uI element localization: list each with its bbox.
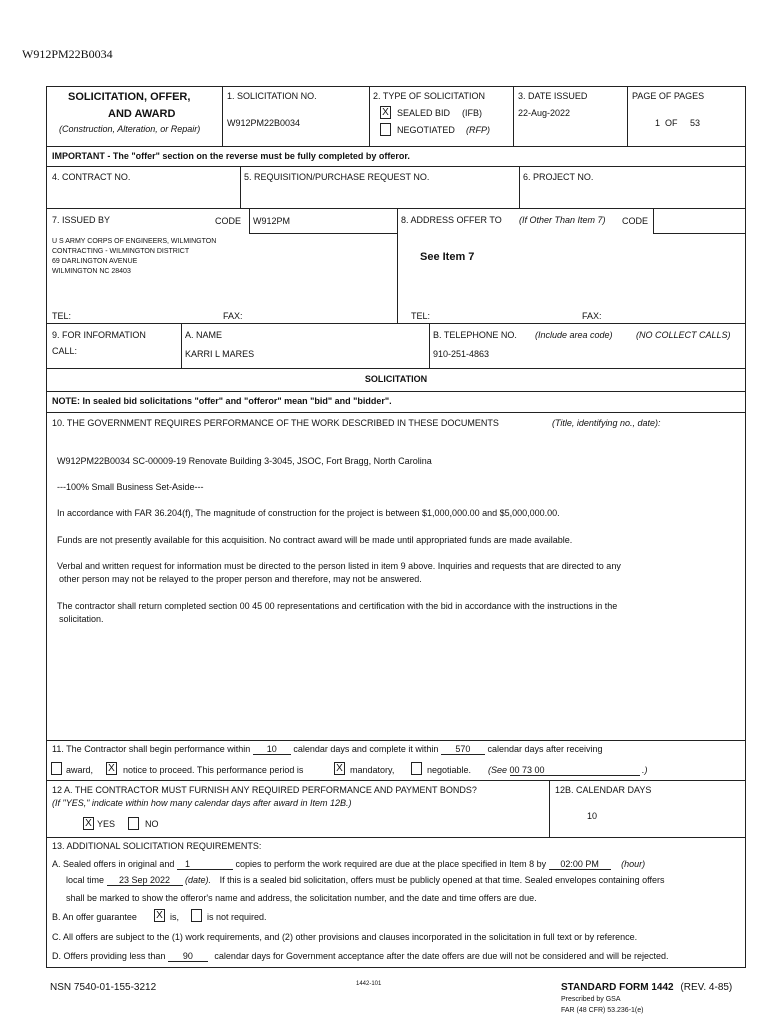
yes-checkbox[interactable]: X (83, 817, 94, 830)
issued-tel: TEL: (52, 311, 72, 321)
issued-line-2: CONTRACTING - WILMINGTON DISTRICT (52, 248, 190, 255)
item11-start-days: 10 (253, 744, 291, 755)
item13b-text-1: B. An offer guarantee (52, 912, 137, 922)
item13b-text-2: is, (170, 912, 179, 922)
item10-inquiries-1: Verbal and written request for information must be directed to the person listed in item 9 above. Inquiries and requests that are directed to any (57, 561, 621, 571)
address-fax: FAX: (582, 311, 602, 321)
issued-line-3: 69 DARLINGTON AVENUE (52, 258, 138, 265)
item13a-text-3: local time (66, 875, 105, 885)
important-note: IMPORTANT - The "offer" section on the reverse must be fully completed by offeror. (52, 151, 410, 161)
notice-label: notice to proceed. This performance period is (123, 765, 304, 775)
form-number: STANDARD FORM 1442 (561, 982, 674, 993)
item13a-line2 (66, 875, 665, 886)
item10-hint: (Title, identifying no., date): (552, 418, 661, 428)
address-hint: (If Other Than Item 7) (519, 215, 606, 225)
item12b-label: 12B. CALENDAR DAYS (555, 785, 652, 795)
item11-text-3: calendar days after receiving (487, 744, 603, 754)
item13a-text-1: A. Sealed offers in original and (52, 859, 175, 869)
guarantee-not-checkbox[interactable] (191, 909, 202, 922)
issued-line-4: WILMINGTON NC 28403 (52, 268, 131, 275)
item13d-days: 90 (168, 951, 208, 962)
no-checkbox[interactable] (128, 817, 139, 830)
footer-nsn: NSN 7540-01-155-3212 (50, 982, 157, 993)
address-code-label: CODE (622, 216, 649, 226)
item13a-hour: (hour) (621, 859, 646, 869)
item13-label: 13. ADDITIONAL SOLICITATION REQUIREMENTS: (52, 841, 262, 851)
issued-code-value: W912PM (253, 216, 291, 226)
item12b-value: 10 (587, 811, 598, 821)
notice-checkbox[interactable]: X (106, 762, 117, 775)
see-suffix: .) (642, 765, 648, 775)
item13d (52, 951, 669, 962)
issued-code-label: CODE (215, 216, 242, 226)
item10-inquiries-2: other person may not be relayed to the proper person and therefore, may not be answered. (59, 574, 422, 584)
item10-contractor-2: solicitation. (59, 614, 104, 624)
item13c: C. All offers are subject to the (1) work requirements, and (2) other provisions and clauses incorporated in the solicitation in full text or by reference. (52, 932, 638, 942)
issued-fax: FAX: (223, 311, 243, 321)
award-label: award, (66, 765, 94, 775)
negotiable-label: negotiable. (427, 765, 472, 775)
footer-form (561, 982, 732, 993)
form-revision: (REV. 4-85) (680, 982, 733, 993)
issued-by-label: 7. ISSUED BY (52, 215, 111, 225)
negotiated-abbr: (RFP) (466, 125, 490, 135)
item10-magnitude: In accordance with FAR 36.204(f), The magnitude of construction for the project is between $1,000,000.00 and $5,000,000.00. (57, 508, 560, 518)
mandatory-checkbox[interactable]: X (334, 762, 345, 775)
item13a-date: 23 Sep 2022 (107, 875, 183, 886)
document-id: W912PM22B0034 (22, 47, 113, 61)
contract-no-label: 4. CONTRACT NO. (52, 172, 131, 182)
page-value: 1 OF 53 (655, 118, 701, 128)
item10-set-aside: ---100% Small Business Set-Aside--- (57, 482, 204, 492)
sealed-bid-abbr: (IFB) (462, 108, 482, 118)
info-label-1: 9. FOR INFORMATION (52, 330, 146, 340)
see-reference (488, 765, 648, 776)
item11-complete-days: 570 (441, 744, 485, 755)
see-item-7: See Item 7 (420, 251, 475, 263)
address-tel: TEL: (411, 311, 431, 321)
item13d-text-2: calendar days for Government acceptance after the date offers are due will not be considered and will be rejected. (214, 951, 669, 961)
item11-line1 (52, 744, 603, 755)
solicitation-heading: SOLICITATION (364, 374, 428, 384)
info-phone-value: 910-251-4863 (433, 349, 490, 359)
footer-center: 1442-101 (356, 981, 382, 987)
award-checkbox[interactable] (51, 762, 62, 775)
form-title: SOLICITATION, OFFER, (68, 91, 191, 103)
issued-address (52, 237, 216, 277)
item13a-date-hint: (date). (185, 875, 212, 885)
info-no-collect: (NO COLLECT CALLS) (636, 330, 731, 340)
negotiable-checkbox[interactable] (411, 762, 422, 775)
item10-label: 10. THE GOVERNMENT REQUIRES PERFORMANCE OF THE WORK DESCRIBED IN THESE DOCUMENTS (52, 418, 499, 428)
sealed-bid-checkbox[interactable]: X (380, 106, 391, 119)
item12a-hint: (If "YES," indicate within how many calendar days after award in Item 12B.) (52, 798, 352, 808)
see-prefix: (See (488, 765, 508, 775)
see-value: 00 73 00 (510, 765, 640, 776)
item13a-copies: 1 (177, 859, 233, 870)
negotiated-label: NEGOTIATED (397, 125, 455, 135)
type-label: 2. TYPE OF SOLICITATION (373, 91, 486, 101)
item12a-label: 12 A. THE CONTRACTOR MUST FURNISH ANY REQUIRED PERFORMANCE AND PAYMENT BONDS? (52, 785, 477, 795)
date-issued-value: 22-Aug-2022 (518, 108, 571, 118)
no-label: NO (145, 819, 159, 829)
negotiated-checkbox[interactable] (380, 123, 391, 136)
address-label: 8. ADDRESS OFFER TO (401, 215, 502, 225)
info-phone-hint: (Include area code) (535, 330, 613, 340)
yes-label: YES (97, 819, 116, 829)
item13a-text-4: If this is a sealed bid solicitation, offers must be publicly opened at that time. Sealed envelopes containing offers (219, 875, 665, 885)
item10-funds: Funds are not presently available for this acquisition. No contract award will be made until appropriated funds are made available. (57, 535, 573, 545)
footer-far: FAR (48 CFR) 53.236-1(e) (561, 1007, 644, 1014)
form-title-2: AND AWARD (108, 108, 176, 120)
item13b-text-3: is not required. (207, 912, 267, 922)
item13a-line1 (52, 859, 645, 870)
item10-contractor-1: The contractor shall return completed section 00 45 00 representations and certification with the bid in accordance with the instructions in the (57, 601, 618, 611)
page-label: PAGE OF PAGES (632, 91, 705, 101)
item11-text-2: calendar days and complete it within (293, 744, 439, 754)
date-issued-label: 3. DATE ISSUED (518, 91, 588, 101)
item11-text-1: 11. The Contractor shall begin performance within (52, 744, 251, 754)
mandatory-label: mandatory, (350, 765, 395, 775)
item10-title: W912PM22B0034 SC-00009-19 Renovate Building 3-3045, JSOC, Fort Bragg, North Carolina (57, 456, 432, 466)
info-phone-label: B. TELEPHONE NO. (433, 330, 517, 340)
info-name-label: A. NAME (185, 330, 223, 340)
project-no-label: 6. PROJECT NO. (523, 172, 594, 182)
info-label-2: CALL: (52, 346, 78, 356)
requisition-label: 5. REQUISITION/PURCHASE REQUEST NO. (244, 172, 430, 182)
issued-line-1: U S ARMY CORPS OF ENGINEERS, WILMINGTON (52, 238, 217, 245)
solicitation-no-value: W912PM22B0034 (227, 118, 301, 128)
guarantee-is-checkbox[interactable]: X (154, 909, 165, 922)
item13a-time: 02:00 PM (549, 859, 611, 870)
note-line: NOTE: In sealed bid solicitations "offer" and "offeror" mean "bid" and "bidder". (52, 396, 392, 406)
item13a-line3: shall be marked to show the offeror's name and address, the solicitation number, and the date and time offers are due. (66, 893, 537, 903)
info-name-value: KARRI L MARES (185, 349, 255, 359)
form-subtitle: (Construction, Alteration, or Repair) (59, 124, 201, 134)
footer-prescribed: Prescribed by GSA (561, 996, 621, 1003)
sealed-bid-label: SEALED BID (397, 108, 451, 118)
solicitation-no-label: 1. SOLICITATION NO. (227, 91, 317, 101)
item13a-text-2: copies to perform the work required are due at the place specified in Item 8 by (235, 859, 547, 869)
item13d-text-1: D. Offers providing less than (52, 951, 166, 961)
